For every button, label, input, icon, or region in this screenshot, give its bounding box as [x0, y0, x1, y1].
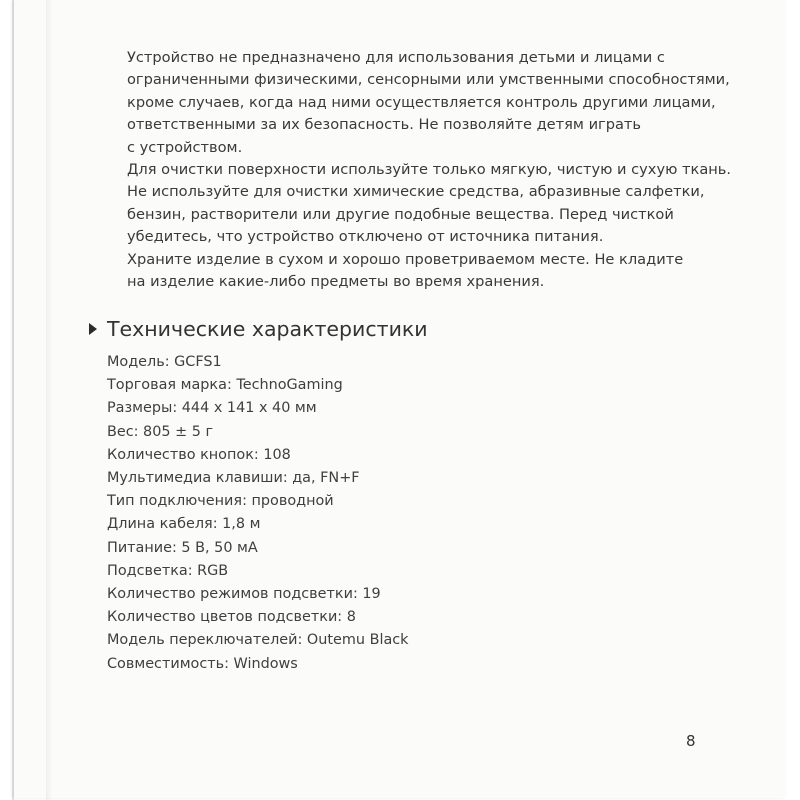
- spec-power: Питание: 5 В, 50 мА: [107, 539, 258, 556]
- specs-heading: [89, 313, 428, 345]
- spec-multimedia-keys: Мультимедиа клавиши: да, FN+F: [107, 470, 360, 487]
- text-line: ограниченными физическими, сенсорными или умственными способностями,: [127, 71, 730, 89]
- text-line: ответственными за их безопасность. Не позволяйте детям играть: [127, 116, 642, 134]
- text-line: Храните изделие в сухом и хорошо проветриваемом месте. Не кладите: [127, 250, 684, 268]
- text-line: на изделие какие-либо предметы во время хранения.: [127, 273, 545, 291]
- spec-dimensions: Размеры: 444 x 141 x 40 мм: [107, 400, 317, 417]
- text-line: Устройство не предназначено для использования детьми и лицами с: [127, 49, 665, 66]
- spec-backlight-modes: Количество режимов подсветки: 19: [107, 586, 381, 603]
- text-line: Для очистки поверхности используйте только мягкую, чистую и сухую ткань.: [127, 161, 732, 179]
- binding-spine: [46, 0, 52, 800]
- safety-text: [127, 47, 737, 293]
- spec-cable-length: Длина кабеля: 1,8 м: [107, 516, 261, 533]
- spec-compatibility: Совместимость: Windows: [107, 655, 298, 672]
- spec-brand: Торговая марка: TechnoGaming: [107, 377, 343, 394]
- paragraph-storage: [127, 249, 737, 294]
- text-line: бензин, растворители или другие подобные вещества. Перед чисткой: [127, 205, 674, 223]
- spec-weight: Вес: 805 ± 5 г: [107, 423, 214, 440]
- spec-switch-model: Модель переключателей: Outemu Black: [107, 632, 409, 649]
- text-line: убедитесь, что устройство отключено от источника питания.: [127, 228, 604, 246]
- text-line: с устройством.: [127, 138, 243, 156]
- spec-backlight: Подсветка: RGB: [107, 562, 229, 579]
- paragraph-child-safety: [127, 47, 737, 159]
- specs-heading-text: Технические характеристики: [107, 317, 428, 341]
- text-line: Не используйте для очистки химические средства, абразивные салфетки,: [127, 183, 705, 201]
- specs-list: [107, 351, 409, 676]
- spec-model: Модель: GCFS1: [107, 354, 222, 370]
- spec-key-count: Количество кнопок: 108: [107, 446, 291, 463]
- paragraph-cleaning: [127, 159, 737, 249]
- page-number: 8: [686, 732, 696, 750]
- text-line: кроме случаев, когда над ними осуществляется контроль другими лицами,: [127, 93, 716, 111]
- triangle-bullet-icon: [89, 323, 97, 335]
- spec-connection-type: Тип подключения: проводной: [107, 493, 334, 510]
- spec-backlight-colors: Количество цветов подсветки: 8: [107, 609, 356, 626]
